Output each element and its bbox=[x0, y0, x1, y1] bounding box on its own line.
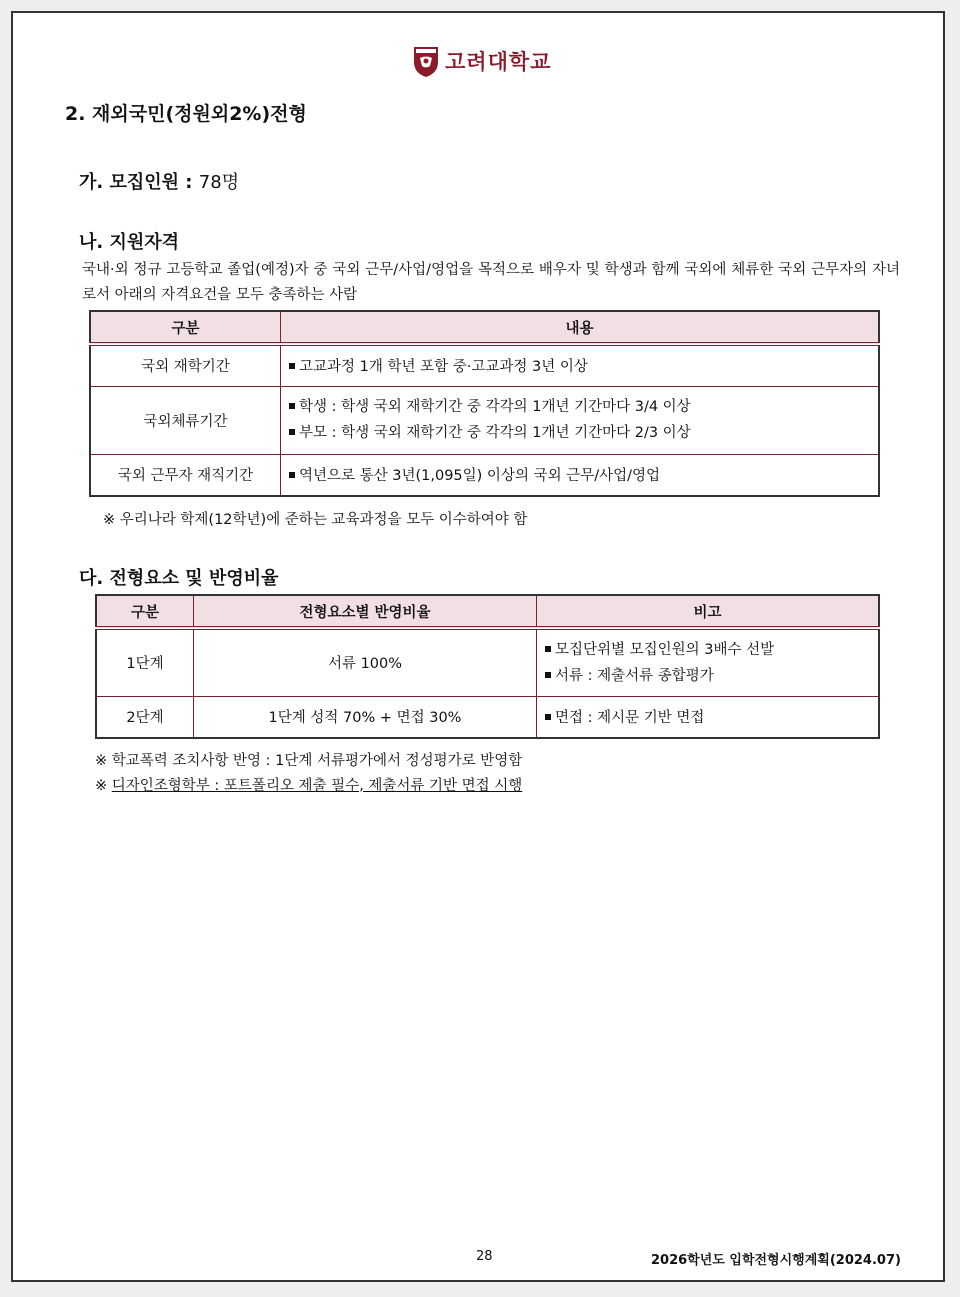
stage-cell: 2단계 bbox=[96, 696, 194, 738]
remarks-cell bbox=[537, 696, 880, 738]
list-item: 부모 : 학생 국외 재학기간 중 각각의 1개년 기간마다 2/3 이상 bbox=[289, 420, 870, 446]
square-bullet-icon bbox=[545, 646, 551, 652]
table-row bbox=[90, 454, 879, 496]
document-page bbox=[11, 11, 945, 1282]
stage-cell: 1단계 bbox=[96, 628, 194, 696]
row-label: 국외체류기간 bbox=[90, 386, 281, 454]
recruitment-heading bbox=[79, 168, 239, 194]
crest-icon bbox=[413, 44, 439, 78]
col-header-content: 내용 bbox=[281, 311, 880, 344]
row-label: 국외 재학기간 bbox=[90, 344, 281, 386]
square-bullet-icon bbox=[545, 672, 551, 678]
list-item: 학생 : 학생 국외 재학기간 중 각각의 1개년 기간마다 3/4 이상 bbox=[289, 394, 870, 420]
list-item: 모집단위별 모집인원의 3배수 선발 bbox=[545, 637, 870, 663]
table-row bbox=[96, 628, 879, 696]
row-content bbox=[281, 344, 880, 386]
school-violence-note: ※ 학교폭력 조치사항 반영 : 1단계 서류평가에서 정성평가로 반영함 bbox=[95, 753, 523, 769]
university-name: 고려대학교 bbox=[445, 50, 552, 74]
col-header-remarks: 비고 bbox=[537, 595, 880, 628]
square-bullet-icon bbox=[289, 472, 295, 478]
square-bullet-icon bbox=[289, 429, 295, 435]
university-logo bbox=[413, 43, 551, 79]
row-content bbox=[281, 386, 880, 454]
col-header-stage: 구분 bbox=[96, 595, 194, 628]
square-bullet-icon bbox=[289, 403, 295, 409]
eligibility-heading: 나. 지원자격 bbox=[79, 232, 180, 253]
table-row bbox=[96, 696, 879, 738]
row-content bbox=[281, 454, 880, 496]
page-number: 28 bbox=[476, 1249, 493, 1264]
evaluation-heading: 다. 전형요소 및 반영비율 bbox=[79, 568, 279, 589]
eligibility-table bbox=[89, 310, 880, 497]
table-row bbox=[90, 386, 879, 454]
evaluation-table bbox=[95, 594, 880, 739]
recruitment-label: 가. 모집인원 : bbox=[79, 172, 193, 193]
design-school-note: ※ 디자인조형학부 : 포트폴리오 제출 필수, 제출서류 기반 면접 시행 bbox=[95, 778, 523, 794]
document-title: 2026학년도 입학전형시행계획(2024.07) bbox=[651, 1253, 901, 1268]
row-label: 국외 근무자 재직기간 bbox=[90, 454, 281, 496]
list-item: 고교과정 1개 학년 포함 중·고교과정 3년 이상 bbox=[289, 355, 870, 376]
list-item: 역년으로 통산 3년(1,095일) 이상의 국외 근무/사업/영업 bbox=[289, 464, 870, 485]
section-title: 2. 재외국민(정원외2%)전형 bbox=[65, 103, 307, 125]
eligibility-note: ※ 우리나라 학제(12학년)에 준하는 교육과정을 모두 이수하여야 함 bbox=[103, 512, 528, 528]
list-item: 서류 : 제출서류 종합평가 bbox=[545, 663, 870, 689]
square-bullet-icon bbox=[289, 363, 295, 369]
ratio-cell: 1단계 성적 70% + 면접 30% bbox=[194, 696, 537, 738]
list-item: 면접 : 제시문 기반 면접 bbox=[545, 706, 870, 727]
square-bullet-icon bbox=[545, 714, 551, 720]
ratio-cell: 서류 100% bbox=[194, 628, 537, 696]
remarks-cell bbox=[537, 628, 880, 696]
recruitment-value: 78명 bbox=[198, 172, 240, 193]
col-header-category: 구분 bbox=[90, 311, 281, 344]
col-header-ratio: 전형요소별 반영비율 bbox=[194, 595, 537, 628]
eligibility-text: 국내·외 정규 고등학교 졸업(예정)자 중 국외 근무/사업/영업을 목적으로 배우자 및 학생과 함께 국외에 체류한 국외 근무자의 자녀로서 아래의 자격요건을 모두 충족하는 사람 bbox=[82, 262, 900, 303]
table-row bbox=[90, 344, 879, 386]
